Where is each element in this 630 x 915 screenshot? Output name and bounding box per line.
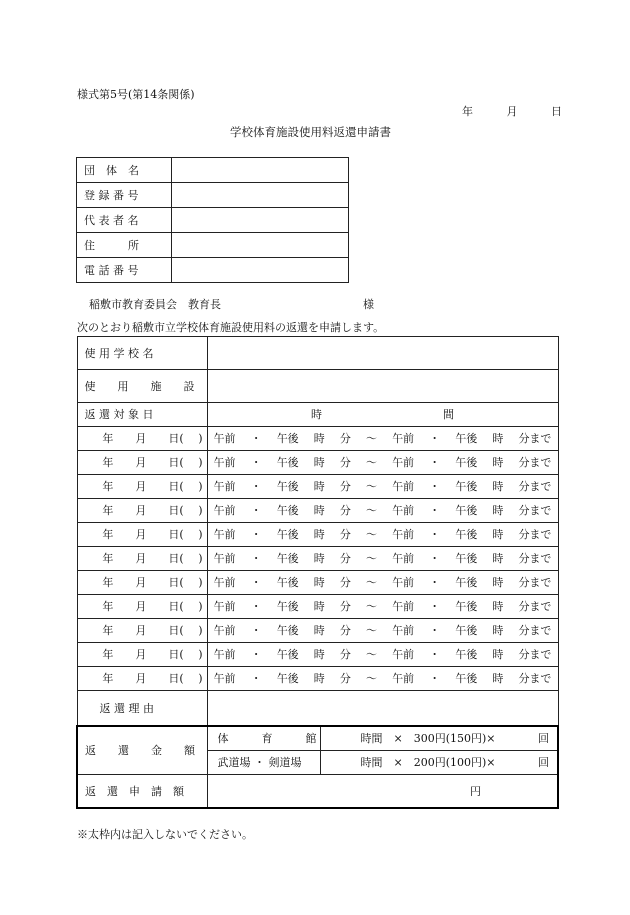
applicant-label: 住 所 [77,233,172,258]
addressee-board: 稲敷市教育委員会 教育長 [89,298,221,311]
time-pm1: 午後 [276,576,299,589]
date-cell[interactable]: 年 月 日( ) [77,595,207,619]
time-dot2: ・ [429,504,441,517]
time-cell[interactable] [207,547,558,571]
date-row [77,595,558,619]
date-row [77,499,558,523]
time-dot1: ・ [250,480,262,493]
time-am1: 午前 [213,528,236,541]
time-hour1: 時 [313,432,325,445]
time-min1: 分 [339,456,351,469]
applicant-value[interactable] [172,158,349,183]
time-hour2: 時 [492,504,504,517]
time-until: 分まで [518,600,552,613]
date-cell[interactable]: 年 月 日( ) [77,427,207,451]
applicant-row [77,158,349,183]
time-min1: 分 [339,480,351,493]
time-pm1: 午後 [276,456,299,469]
applicant-value[interactable] [172,183,349,208]
time-until: 分まで [518,504,552,517]
time-min1: 分 [339,576,351,589]
time-pm1: 午後 [276,528,299,541]
time-tilde: 〜 [365,600,377,613]
school-label: 使 用 学 校 名 [77,337,207,370]
time-until: 分まで [518,576,552,589]
time-pm2: 午後 [455,528,478,541]
date-row [77,667,558,691]
target-date-label: 返 還 対 象 日 [77,403,207,427]
time-min1: 分 [339,432,351,445]
time-am1: 午前 [213,480,236,493]
time-pm1: 午後 [276,432,299,445]
time-hour1: 時 [313,504,325,517]
date-cell[interactable]: 年 月 日( ) [77,499,207,523]
time-until: 分まで [518,480,552,493]
time-hour1: 時 [313,624,325,637]
time-tilde: 〜 [365,480,377,493]
time-cell[interactable] [207,571,558,595]
applicant-table [76,157,349,283]
date-cell[interactable]: 年 月 日( ) [77,475,207,499]
reason-label: 返 還 理 由 [77,691,207,727]
date-row [77,571,558,595]
date-row [77,523,558,547]
time-header: 時 間 [207,403,558,427]
page-title: 学校体育施設使用料返還申請書 [230,125,391,139]
amount-facility-1: 武道場 ・ 剣道場 [207,751,320,775]
applicant-row [77,183,349,208]
date-cell[interactable]: 年 月 日( ) [77,619,207,643]
time-am2: 午前 [392,456,415,469]
time-dot2: ・ [429,624,441,637]
time-am2: 午前 [392,672,415,685]
applicant-row [77,208,349,233]
time-hour2: 時 [492,432,504,445]
date-cell[interactable]: 年 月 日( ) [77,523,207,547]
time-tilde: 〜 [365,528,377,541]
time-dot2: ・ [429,528,441,541]
time-am2: 午前 [392,576,415,589]
date-row [77,547,558,571]
amount-calc-1[interactable]: 時間 × 200円(100円)× 回 [320,751,558,775]
date-cell[interactable]: 年 月 日( ) [77,571,207,595]
date-month: 月 [506,105,518,118]
date-cell[interactable]: 年 月 日( ) [77,643,207,667]
time-dot2: ・ [429,648,441,661]
time-pm2: 午後 [455,432,478,445]
time-cell[interactable] [207,667,558,691]
time-hour2: 時 [492,600,504,613]
date-day: 日 [551,105,562,118]
facility-input[interactable] [207,370,558,403]
time-cell[interactable] [207,595,558,619]
time-pm2: 午後 [455,672,478,685]
time-until: 分まで [518,648,552,661]
time-pm1: 午後 [276,648,299,661]
addressee-honorific: 様 [363,298,374,311]
time-dot1: ・ [250,504,262,517]
time-tilde: 〜 [365,672,377,685]
time-until: 分まで [518,456,552,469]
time-min1: 分 [339,528,351,541]
time-am1: 午前 [213,648,236,661]
date-row [77,451,558,475]
amount-calc-0[interactable]: 時間 × 300円(150円)× 回 [320,726,558,751]
time-tilde: 〜 [365,504,377,517]
time-hour1: 時 [313,648,325,661]
time-cell[interactable] [207,523,558,547]
time-until: 分まで [518,552,552,565]
form-number: 様式第5号(第14条関係) [77,88,195,101]
time-dot1: ・ [250,672,262,685]
time-hour2: 時 [492,528,504,541]
time-am1: 午前 [213,504,236,517]
time-dot1: ・ [250,576,262,589]
request-amount-input[interactable]: 円 [207,775,558,809]
time-hour1: 時 [313,600,325,613]
date-row [77,475,558,499]
time-tilde: 〜 [365,432,377,445]
time-hour1: 時 [313,672,325,685]
time-pm1: 午後 [276,600,299,613]
applicant-row [77,258,349,283]
time-dot1: ・ [250,648,262,661]
time-am2: 午前 [392,528,415,541]
date-cell[interactable]: 年 月 日( ) [77,547,207,571]
time-min1: 分 [339,600,351,613]
amount-label: 返 還 金 額 [77,726,207,775]
time-pm1: 午後 [276,480,299,493]
date-cell[interactable]: 年 月 日( ) [77,451,207,475]
time-hour1: 時 [313,576,325,589]
time-pm2: 午後 [455,648,478,661]
date-year: 年 [462,105,473,118]
applicant-row [77,233,349,258]
time-dot1: ・ [250,432,262,445]
time-hour2: 時 [492,480,504,493]
time-am1: 午前 [213,576,236,589]
time-am1: 午前 [213,456,236,469]
time-dot1: ・ [250,528,262,541]
footnote: ※太枠内は記入しないでください。 [77,828,253,841]
time-dot1: ・ [250,456,262,469]
time-min1: 分 [339,672,351,685]
time-tilde: 〜 [365,624,377,637]
applicant-label: 団 体 名 [77,158,172,183]
time-am2: 午前 [392,600,415,613]
amount-facility-0: 体 育 館 [207,726,320,751]
time-am1: 午前 [213,600,236,613]
time-hour2: 時 [492,672,504,685]
time-dot2: ・ [429,552,441,565]
time-pm2: 午後 [455,504,478,517]
applicant-value[interactable] [172,233,349,258]
time-min1: 分 [339,504,351,517]
applicant-label: 代 表 者 名 [77,208,172,233]
time-hour2: 時 [492,456,504,469]
time-dot2: ・ [429,576,441,589]
time-pm2: 午後 [455,456,478,469]
time-pm2: 午後 [455,552,478,565]
facility-label: 使 用 施 設 [77,370,207,403]
applicant-label: 電 話 番 号 [77,258,172,283]
time-am1: 午前 [213,552,236,565]
date-line [462,103,562,119]
time-pm1: 午後 [276,624,299,637]
time-dot1: ・ [250,600,262,613]
reason-input[interactable] [207,691,558,727]
time-hour2: 時 [492,576,504,589]
request-text: 次のとおり稲敷市立学校体育施設使用料の返還を申請します。 [77,321,385,334]
time-hour2: 時 [492,648,504,661]
time-dot2: ・ [429,480,441,493]
request-amount-label: 返 還 申 請 額 [77,775,207,809]
time-pm2: 午後 [455,480,478,493]
time-hour1: 時 [313,552,325,565]
applicant-value[interactable] [172,208,349,233]
time-cell[interactable] [207,427,558,451]
time-dot1: ・ [250,624,262,637]
time-pm1: 午後 [276,504,299,517]
time-pm2: 午後 [455,576,478,589]
time-am1: 午前 [213,624,236,637]
time-until: 分まで [518,672,552,685]
time-am1: 午前 [213,432,236,445]
time-pm2: 午後 [455,624,478,637]
time-am2: 午前 [392,432,415,445]
date-row [77,427,558,451]
time-am2: 午前 [392,480,415,493]
time-am2: 午前 [392,504,415,517]
time-cell[interactable] [207,643,558,667]
time-pm2: 午後 [455,600,478,613]
time-hour1: 時 [313,528,325,541]
school-input[interactable] [207,337,558,370]
time-dot2: ・ [429,432,441,445]
time-hour2: 時 [492,552,504,565]
main-table [76,336,559,809]
time-cell[interactable] [207,499,558,523]
time-until: 分まで [518,624,552,637]
time-dot1: ・ [250,552,262,565]
time-cell[interactable] [207,451,558,475]
time-until: 分まで [518,432,552,445]
time-hour2: 時 [492,624,504,637]
time-am2: 午前 [392,624,415,637]
time-pm1: 午後 [276,672,299,685]
time-until: 分まで [518,528,552,541]
time-min1: 分 [339,624,351,637]
time-tilde: 〜 [365,648,377,661]
date-cell[interactable]: 年 月 日( ) [77,667,207,691]
time-pm1: 午後 [276,552,299,565]
time-cell[interactable] [207,475,558,499]
time-tilde: 〜 [365,456,377,469]
time-min1: 分 [339,552,351,565]
time-hour1: 時 [313,480,325,493]
time-am2: 午前 [392,552,415,565]
time-cell[interactable] [207,619,558,643]
time-hour1: 時 [313,456,325,469]
time-tilde: 〜 [365,552,377,565]
time-am2: 午前 [392,648,415,661]
time-min1: 分 [339,648,351,661]
date-row [77,619,558,643]
time-dot2: ・ [429,456,441,469]
applicant-label: 登 録 番 号 [77,183,172,208]
date-row [77,643,558,667]
time-am1: 午前 [213,672,236,685]
time-dot2: ・ [429,672,441,685]
applicant-value[interactable] [172,258,349,283]
time-dot2: ・ [429,600,441,613]
time-tilde: 〜 [365,576,377,589]
